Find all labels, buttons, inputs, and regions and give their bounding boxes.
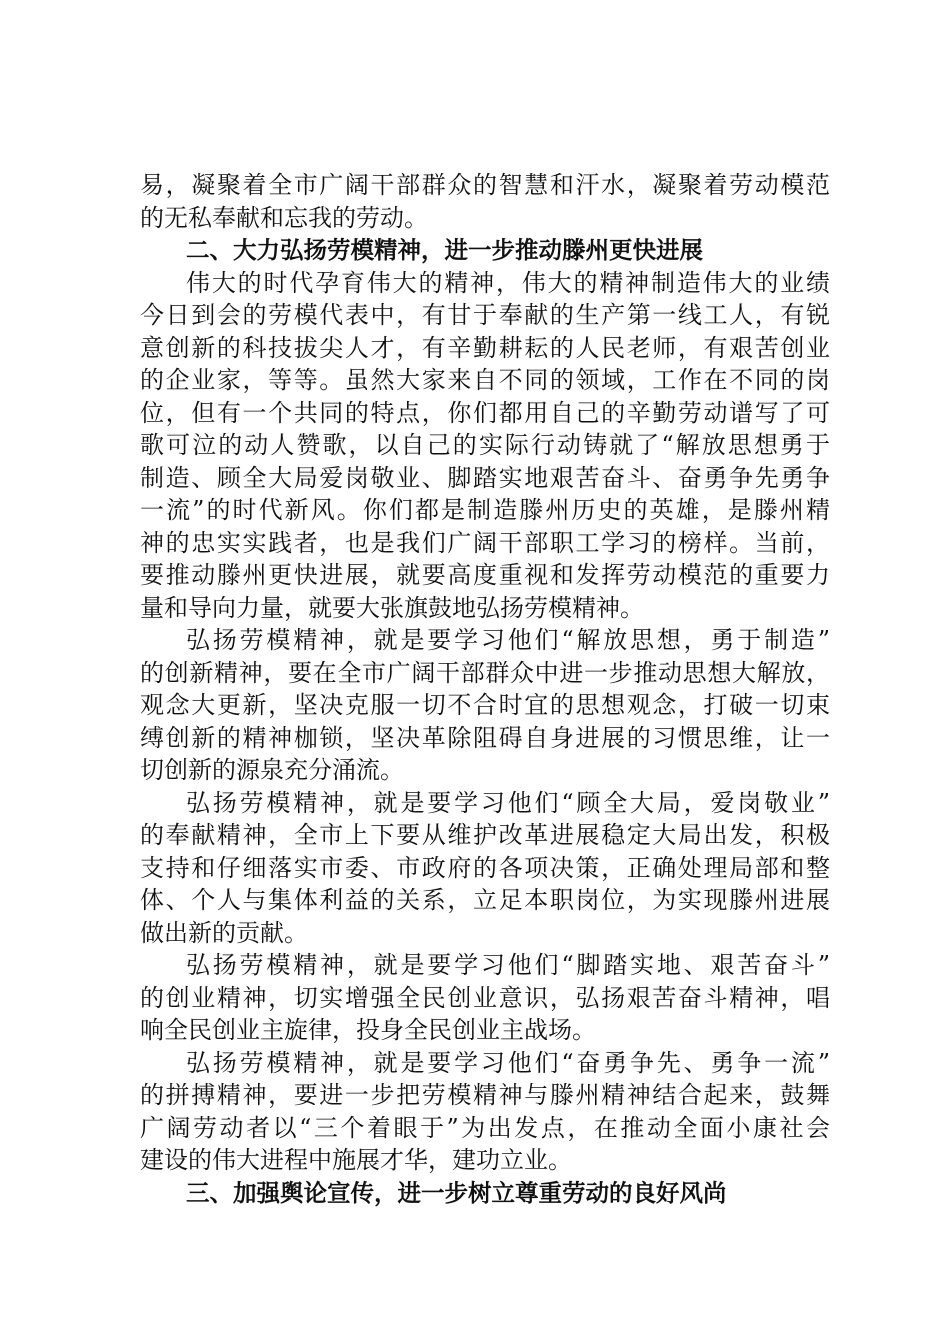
section-heading: 三、加强舆论宣传，进一步树立尊重劳动的良好风尚 <box>186 1178 727 1207</box>
text-line: 广阔劳动者以“三个着眼于”为出发点，在推动全面小康社会 <box>140 1113 830 1142</box>
text-line: 神的忠实实践者，也是我们广阔干部职工学习的榜样。当前， <box>140 528 830 557</box>
body-paragraph <box>140 169 830 234</box>
text-line: 弘扬劳模精神，就是要学习他们“解放思想，勇于制造” <box>186 626 830 654</box>
text-line: 歌可泣的动人赞歌，以自己的实际行动铸就了“解放思想勇于 <box>140 431 830 459</box>
text-line: 的无私奉献和忘我的劳动。 <box>140 203 428 232</box>
text-line: 切创新的源泉充分涌流。 <box>140 756 404 784</box>
text-line: 今日到会的劳模代表中，有甘于奉献的生产第一线工人，有锐 <box>140 301 830 329</box>
text-line: 响全民创业主旋律，投身全民创业主战场。 <box>140 1016 596 1044</box>
text-line: 弘扬劳模精神，就是要学习他们“顾全大局，爱岗敬业” <box>186 788 830 817</box>
text-line: 的企业家，等等。虽然大家来自不同的领域，工作在不同的岗 <box>140 366 830 394</box>
document-page <box>140 169 830 1209</box>
text-line: 体、个人与集体利益的关系，立足本职岗位，为实现滕州进展 <box>140 886 830 914</box>
text-line: 的拼搏精神，要进一步把劳模精神与滕州精神结合起来，鼓舞 <box>140 1081 830 1109</box>
text-line: 建设的伟大进程中施展才华，建功立业。 <box>140 1146 572 1174</box>
text-line: 制造、顾全大局爱岗敬业、脚踏实地艰苦奋斗、奋勇争先勇争 <box>140 463 830 492</box>
text-line: 一流”的时代新风。你们都是制造滕州历史的英雄，是滕州精 <box>140 496 830 524</box>
text-line: 伟大的时代孕育伟大的精神，伟大的精神制造伟大的业绩 <box>186 268 830 297</box>
body-paragraph <box>140 1047 830 1177</box>
text-line: 弘扬劳模精神，就是要学习他们“脚踏实地、艰苦奋斗” <box>186 951 830 979</box>
text-line: 的奉献精神，全市上下要从维护改革进展稳定大局出发，积极 <box>140 821 830 849</box>
text-line: 的创业精神，切实增强全民创业意识，弘扬艰苦奋斗精神，唱 <box>140 983 830 1012</box>
text-line: 弘扬劳模精神，就是要学习他们“奋勇争先、勇争一流” <box>186 1048 830 1077</box>
section-heading: 二、大力弘扬劳模精神，进一步推动滕州更快进展 <box>186 236 703 264</box>
text-line: 量和导向力量，就要大张旗鼓地弘扬劳模精神。 <box>140 593 644 622</box>
body-paragraph <box>140 267 830 625</box>
text-line: 缚创新的精神枷锁，坚决革除阻碍自身进展的习惯思维，让一 <box>140 723 830 752</box>
text-line: 位，但有一个共同的特点，你们都用自己的辛勤劳动谱写了可 <box>140 398 830 427</box>
text-line: 易，凝聚着全市广阔干部群众的智慧和汗水，凝聚着劳动模范 <box>140 171 830 199</box>
text-line: 意创新的科技拔尖人才，有辛勤耕耘的人民老师，有艰苦创业 <box>140 333 830 362</box>
text-line: 观念大更新，坚决克服一切不合时宜的思想观念，打破一切束 <box>140 691 830 719</box>
text-line: 要推动滕州更快进展，就要高度重视和发挥劳动模范的重要力 <box>140 561 830 589</box>
body-paragraph <box>140 949 830 1047</box>
body-paragraph <box>140 787 830 950</box>
text-line: 的创新精神，要在全市广阔干部群众中进一步推动思想大解放， <box>140 658 830 687</box>
body-paragraph <box>140 624 830 787</box>
text-line: 支持和仔细落实市委、市政府的各项决策，正确处理局部和整 <box>140 853 830 882</box>
text-line: 做出新的贡献。 <box>140 918 308 947</box>
